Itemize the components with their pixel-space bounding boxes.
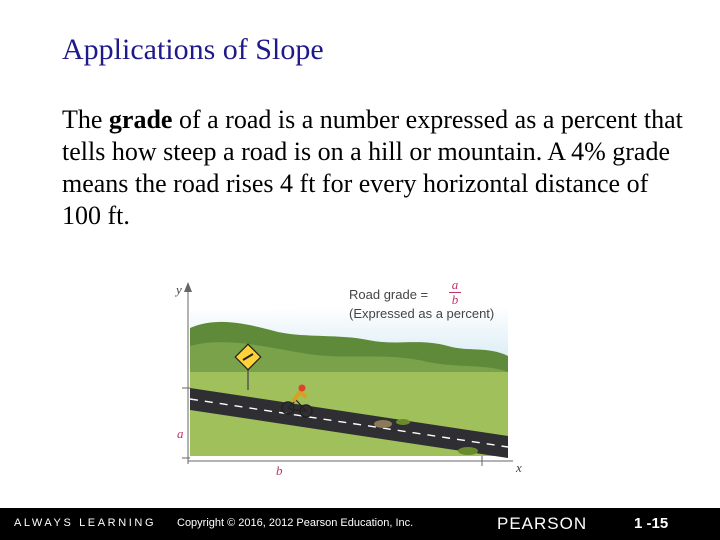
y-axis-arrow <box>184 282 192 292</box>
formula-note: (Expressed as a percent) <box>349 306 495 321</box>
rock <box>374 420 392 428</box>
slide-body <box>62 104 692 232</box>
fraction-denominator: b <box>451 292 459 307</box>
body-rest: of a road is a number expressed as a percent that tells how steep a road is on a hill or mountain. A 4% grade means the road rises 4 ft for every horizontal distance of 100 ft. <box>62 105 683 230</box>
fraction-numerator: a <box>451 277 459 292</box>
footer-copyright: Copyright © 2016, 2012 Pearson Education, Inc. <box>177 517 414 529</box>
pearson-logo: PEARSON <box>497 514 588 533</box>
formula-label: Road grade = <box>349 287 429 302</box>
shrub <box>396 419 410 425</box>
footer-tagline: ALWAYS LEARNING <box>14 517 157 529</box>
body-intro: The <box>62 105 109 134</box>
shrub <box>458 447 478 455</box>
slide-title: Applications of Slope <box>62 33 324 66</box>
rise-label: a <box>177 426 184 441</box>
x-axis-label: x <box>516 460 522 475</box>
body-term-grade: grade <box>108 105 173 134</box>
run-label: b <box>276 463 283 478</box>
y-axis-label: y <box>176 282 182 297</box>
footer-bar <box>0 508 720 540</box>
slide-number: 1 -15 <box>634 515 669 532</box>
grade-fraction <box>449 279 461 306</box>
